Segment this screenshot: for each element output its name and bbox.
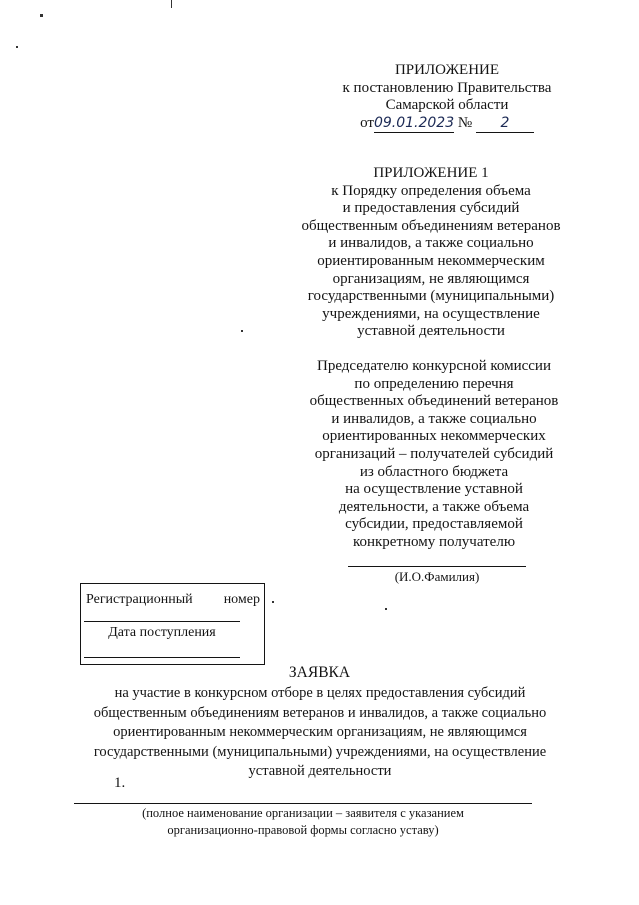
scan-speck (171, 0, 172, 8)
appendix-line: к Порядку определения объема (331, 182, 531, 199)
application-line: на участие в конкурсном отборе в целях предоставления субсидий (114, 685, 526, 701)
reg-label: Регистрационный (86, 592, 193, 607)
handwritten-number: 2 (476, 115, 534, 134)
appendix-line: и инвалидов, а также социально (328, 235, 534, 252)
application-line: государственными (муниципальными) учреждениями, на осуществление (93, 743, 547, 760)
header-date-line (322, 115, 572, 134)
appendix-block (291, 165, 571, 341)
scan-speck (385, 608, 387, 610)
appendix-line: организациям, не являющимся (332, 270, 530, 287)
organization-name-line (74, 803, 532, 804)
application-line: ориентированным некоммерческим организациям, не являющимся (113, 724, 527, 740)
appendix-line: и предоставления субсидий (342, 200, 520, 217)
caption-line: организационно-правовой формы согласно уставу) (167, 822, 439, 837)
registration-number-line (84, 621, 240, 622)
appendix-line: государственными (муниципальными) (307, 288, 555, 305)
date-prefix: от (360, 114, 374, 131)
handwritten-date: 09.01.2023 (374, 115, 454, 134)
caption-line: (полное наименование организации – заявителя с указанием (142, 806, 464, 820)
appendix-line: учреждениями, на осуществление (322, 305, 540, 322)
addressee-line: на осуществление уставной (345, 481, 523, 498)
appendix-line: ориентированным некоммерческим (317, 252, 545, 269)
header-line-2: Самарской области (385, 97, 509, 114)
addressee-line: субсидии, предоставляемой (345, 516, 523, 533)
receipt-date-line (84, 657, 240, 658)
reg-word: номер (223, 592, 260, 607)
item-number: 1. (114, 775, 126, 791)
addressee-line: общественных объединений ветеранов (309, 393, 559, 410)
addressee-line: по определению перечня (354, 375, 514, 392)
header-block (322, 62, 572, 133)
scan-speck (40, 14, 43, 17)
registration-number-label (86, 592, 260, 608)
receipt-date-label: Дата поступления (108, 625, 216, 640)
application-line: уставной деятельности (248, 763, 392, 779)
signature-line (348, 566, 526, 567)
scan-speck (272, 601, 274, 603)
header-line-1: к постановлению Правительства (342, 79, 552, 96)
scan-speck (241, 330, 243, 332)
appendix-line: уставной деятельности (357, 323, 505, 340)
addressee-line: Председателю конкурсной комиссии (316, 358, 551, 374)
application-title: ЗАЯВКА (288, 664, 351, 681)
signature-caption: (И.О.Фамилия) (394, 569, 480, 584)
addressee-line: организаций – получателей субсидий (314, 445, 554, 462)
header-title: ПРИЛОЖЕНИЕ (394, 62, 500, 78)
addressee-block (294, 358, 574, 552)
addressee-line: конкретному получателю (352, 533, 516, 550)
organization-caption (74, 805, 532, 838)
appendix-line: общественным объединениям ветеранов (301, 217, 561, 234)
application-body (60, 684, 580, 782)
addressee-line: ориентированных некоммерческих (322, 428, 546, 445)
application-line: общественным объединениям ветеранов и инвалидов, а также социально (93, 704, 547, 721)
addressee-line: и инвалидов, а также социально (331, 410, 537, 427)
appendix-title: ПРИЛОЖЕНИЕ 1 (373, 165, 489, 181)
number-label: № (457, 114, 473, 131)
addressee-line: деятельности, а также объема (338, 498, 530, 515)
addressee-line: из областного бюджета (359, 463, 509, 480)
scan-speck (16, 46, 18, 48)
